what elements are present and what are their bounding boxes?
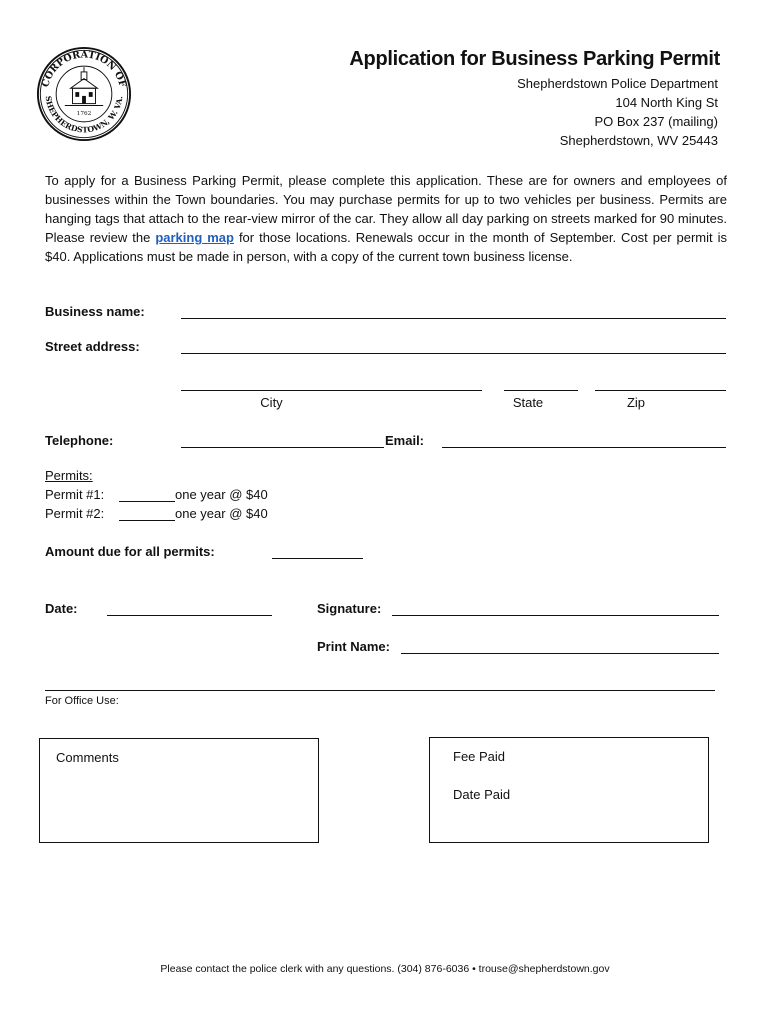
comments-label: Comments xyxy=(56,750,119,765)
office-divider xyxy=(45,690,715,691)
city-label: City xyxy=(260,395,283,410)
telephone-label: Telephone: xyxy=(45,433,114,448)
seal-top-text: CORPORATION OF xyxy=(40,49,128,89)
page-title: Application for Business Parking Permit xyxy=(349,48,720,70)
payment-box[interactable] xyxy=(429,737,709,843)
office-use-label: For Office Use: xyxy=(45,695,119,707)
street-address-field[interactable] xyxy=(181,353,726,354)
print-name-label: Print Name: xyxy=(317,639,390,654)
state-field[interactable] xyxy=(504,390,578,391)
seal-bottom-text: SHEPHERDSTOWN, W. VA. xyxy=(43,95,125,135)
amount-due-label: Amount due for all permits: xyxy=(45,544,215,559)
fee-paid-label: Fee Paid xyxy=(453,749,506,764)
signature-label: Signature: xyxy=(317,601,382,616)
address-department: Shepherdstown Police Department xyxy=(517,76,718,91)
permit2-label: Permit #2: xyxy=(45,506,105,521)
date-label: Date: xyxy=(45,601,78,616)
intro-text-end: for those locations. Renewals occur in the month of September. Cost per permit is $40. Applications must be made in person, with a copy of the current town business license. xyxy=(45,230,727,264)
email-label: Email: xyxy=(385,433,425,448)
permit1-price: one year @ $40 xyxy=(175,487,268,502)
permit1-field[interactable] xyxy=(119,501,175,502)
footer-contact: Please contact the police clerk with any questions. (304) 876-6036 • trouse@shepherdstown.gov xyxy=(160,963,610,975)
date-field[interactable] xyxy=(107,615,272,616)
address-city: Shepherdstown, WV 25443 xyxy=(559,133,718,148)
amount-due-field[interactable] xyxy=(272,558,363,559)
address-street: 104 North King St xyxy=(615,95,718,110)
town-seal-logo xyxy=(36,46,132,142)
date-paid-label: Date Paid xyxy=(453,787,511,802)
seal-year: 1762 xyxy=(76,111,92,118)
intro-paragraph xyxy=(45,171,727,266)
business-name-field[interactable] xyxy=(181,318,726,319)
intro-text-start: To apply for a Business Parking Permit, please complete this application. These are for owners and employees of businesses within the Town boundaries. You may purchase permits for up to two vehicles per business. Permits are hanging tags that attach to the rear-view mirror of the car. They allow all day parking on streets marked for 90 minutes. Please review the xyxy=(45,173,727,245)
city-field[interactable] xyxy=(181,390,482,391)
state-label: State xyxy=(512,395,544,410)
zip-label: Zip xyxy=(626,395,646,410)
print-name-field[interactable] xyxy=(401,653,719,654)
permit2-price: one year @ $40 xyxy=(175,506,268,521)
address-po-box: PO Box 237 (mailing) xyxy=(594,114,718,129)
permits-heading: Permits: xyxy=(45,468,93,483)
parking-map-link[interactable]: parking map xyxy=(155,230,234,245)
comments-box[interactable] xyxy=(39,738,319,843)
signature-field[interactable] xyxy=(392,615,719,616)
telephone-field[interactable] xyxy=(181,447,384,448)
street-address-label: Street address: xyxy=(45,339,140,354)
business-name-label: Business name: xyxy=(45,304,145,319)
email-field[interactable] xyxy=(442,447,726,448)
permit1-label: Permit #1: xyxy=(45,487,105,502)
zip-field[interactable] xyxy=(595,390,726,391)
permit2-field[interactable] xyxy=(119,520,175,521)
